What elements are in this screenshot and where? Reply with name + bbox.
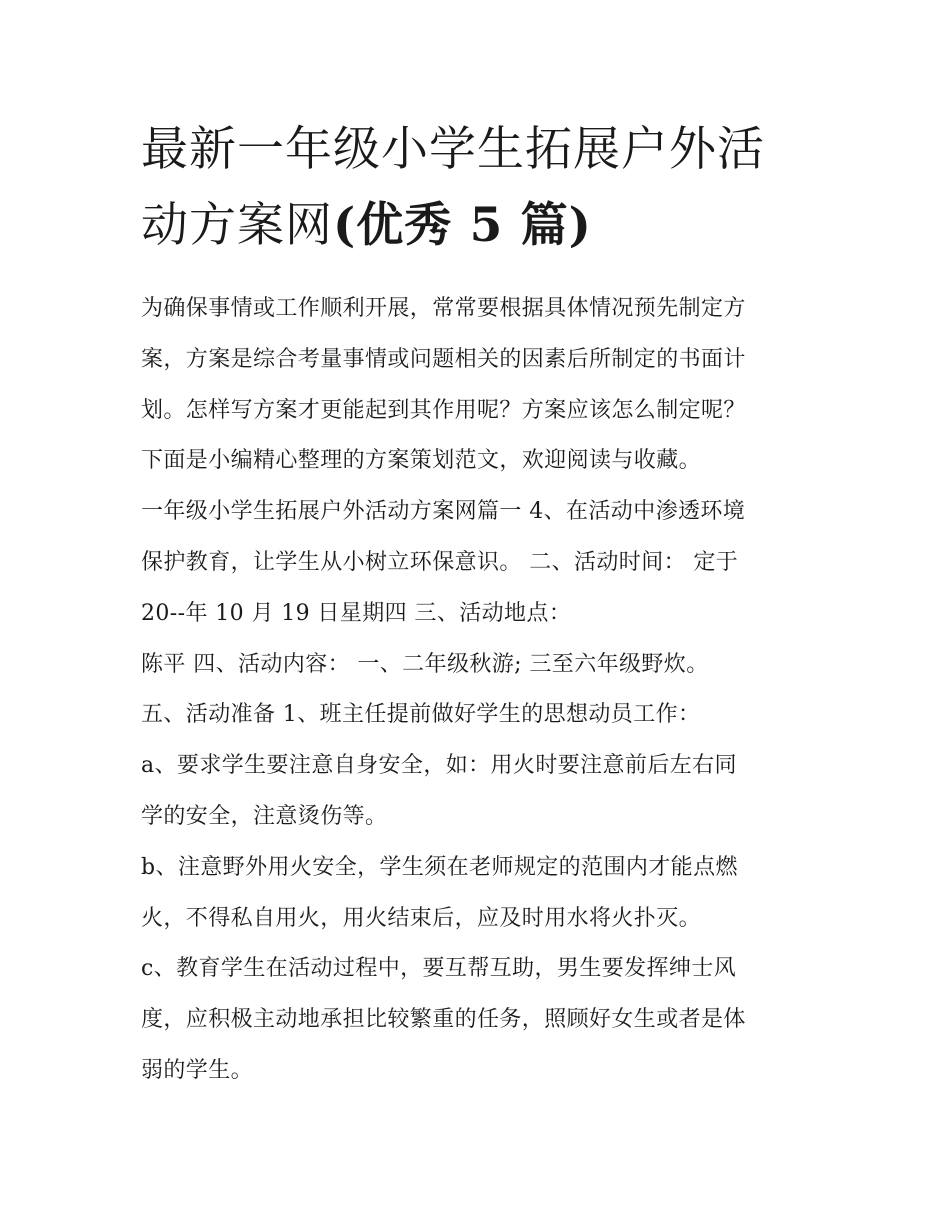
body-line: 为确保事情或工作顺利开展，常常要根据具体情况预先制定方 xyxy=(141,296,746,321)
body-line: 陈平 四、活动内容： 一、二年级秋游; 三至六年级野炊。 xyxy=(141,651,709,677)
document-title xyxy=(141,112,821,264)
body-line: 一年级小学生拓展户外活动方案网篇一 4、在活动中渗透环境 xyxy=(141,499,746,525)
title-line-2: 动方案网(优秀 5 篇) xyxy=(141,198,592,253)
body-line: 下面是小编精心整理的方案策划范文，欢迎阅读与收藏。 xyxy=(141,448,702,474)
body-line: 火，不得私自用火，用火结束后，应及时用水将火扑灭。 xyxy=(141,905,702,931)
document-page xyxy=(141,112,821,1097)
body-line: 弱的学生。 xyxy=(141,1057,254,1083)
title-line-1: 最新一年级小学生拓展户外活 xyxy=(141,122,765,177)
body-line: 学的安全，注意烫伤等。 xyxy=(141,803,388,829)
body-line: 度，应积极主动地承担比较繁重的任务，照顾好女生或者是体 xyxy=(141,1007,746,1033)
body-line: 保护教育，让学生从小树立环保意识。 二、活动时间： 定于 xyxy=(141,549,739,575)
body-line: 五、活动准备 1、班主任提前做好学生的思想动员工作： xyxy=(141,702,701,728)
body-line: 案，方案是综合考量事情或问题相关的因素后所制定的书面计 xyxy=(141,346,746,372)
body-line: 划。怎样写方案才更能起到其作用呢？方案应该怎么制定呢？ xyxy=(141,397,746,423)
body-line: b、注意野外用火安全，学生须在老师规定的范围内才能点燃 xyxy=(141,854,738,880)
body-line: a、要求学生要注意自身安全，如：用火时要注意前后左右同 xyxy=(141,753,737,779)
document-body xyxy=(141,284,821,1097)
body-line: 20--年 10 月 19 日星期四 三、活动地点： xyxy=(141,600,572,626)
body-line: c、教育学生在活动过程中，要互帮互助，男生要发挥绅士风 xyxy=(141,956,737,982)
